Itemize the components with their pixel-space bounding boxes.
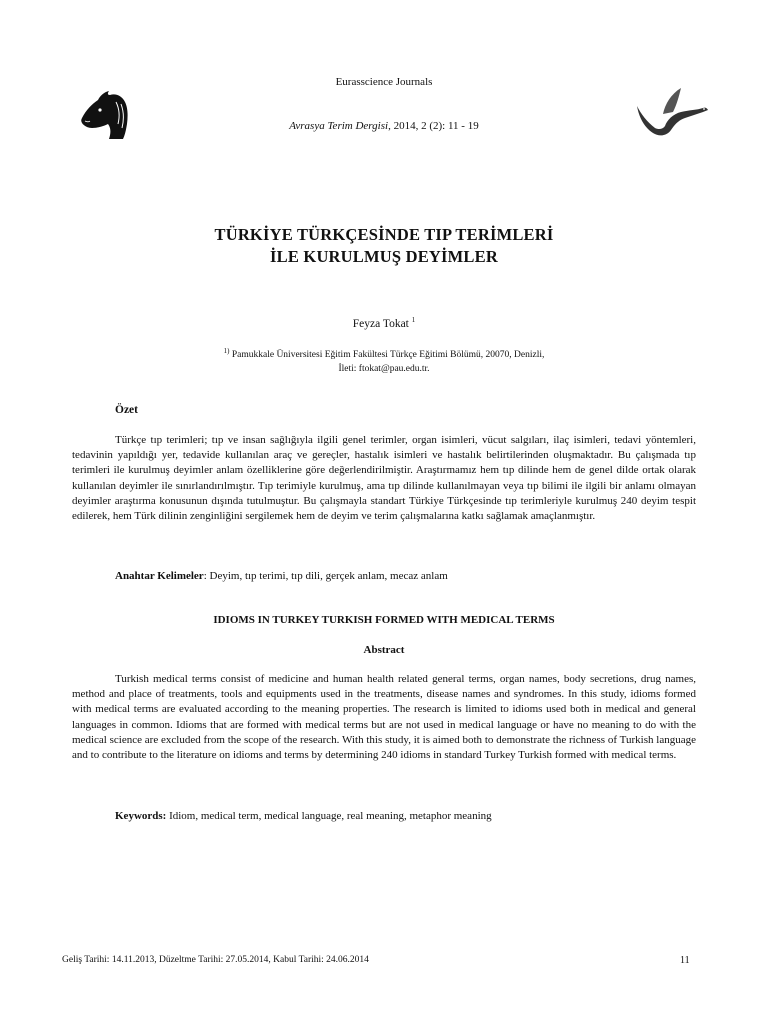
paper-title xyxy=(0,224,768,268)
abstract-heading: Abstract xyxy=(363,644,405,656)
citation xyxy=(0,120,768,132)
abstract-keywords xyxy=(115,810,715,822)
affiliation xyxy=(0,344,768,376)
author xyxy=(0,316,768,330)
title-line-1: TÜRKİYE TÜRKÇESİNDE TIP TERİMLERİ xyxy=(214,225,554,244)
citation-journal: Avrasya Terim Dergisi xyxy=(289,120,389,132)
author-name: Feyza Tokat xyxy=(352,317,409,330)
title-line-2: İLE KURULMUŞ DEYİMLER xyxy=(270,247,498,266)
citation-details: , 2014, 2 (2): 11 - 19 xyxy=(388,120,479,132)
ozet-keywords-list: : Deyim, tıp terimi, tıp dili, gerçek anlam, mecaz anlam xyxy=(203,570,448,582)
journal-name: Eurasscience Journals xyxy=(335,76,433,88)
abstract-keywords-list: Idiom, medical term, medical language, real meaning, metaphor meaning xyxy=(166,810,492,822)
affiliation-line-1: Pamukkale Üniversitesi Eğitim Fakültesi Türkçe Eğitimi Bölümü, 20070, Denizli, xyxy=(231,350,545,361)
affiliation-line-2: İleti: ftokat@pau.edu.tr. xyxy=(338,364,430,375)
affiliation-marker: 1) xyxy=(223,347,230,355)
page-number: 11 xyxy=(680,955,690,966)
ozet-paragraph: Türkçe tıp terimleri; tıp ve insan sağlığıyla ilgili genel terimler, organ isimleri, vücut salgıları, ilaç isimleri, tedavi yöntemleri, tedavinin yapıldığı yer, tedavide kullanılan araç ve gereçler, hastalık isimleri ve hastalık belirtilerinden oluşmaktadır. Bu çalışmada tıp terimleri ile kurulmuş deyimler anlam özelliklerine göre değerlendirilmiştir. Araştırmamız hem tıp dilinde hem de genel dilde ortak olarak kullanılan deyimler ile sınırlandırılmıştır. Tıp terimiyle kurulmuş, ama tıp dilinde kullanılmayan veya tıp bilimi ile ilgili bir anlamı olmayan deyimler araştırma konusunun dışında tutulmuştur. Bu çalışmayla standart Türkiye Türkçesinde tıp terimleriyle kurulmuş 240 deyim tespit edilerek, hem Türk dilinin zenginliğini sergilemek hem de deyim ve terim çalışmalarına katkı sağlamak amaçlanmıştır. xyxy=(72,434,696,523)
ozet-keywords xyxy=(115,570,715,582)
ozet-text xyxy=(72,433,696,524)
ozet-heading: Özet xyxy=(115,404,138,416)
abstract-keywords-label: Keywords: xyxy=(115,810,167,822)
abstract-text xyxy=(72,672,696,763)
english-title: IDIOMS IN TURKEY TURKISH FORMED WITH MEDICAL TERMS xyxy=(213,614,555,626)
ozet-keywords-label: Anahtar Kelimeler xyxy=(115,570,204,582)
footer-dates: Geliş Tarihi: 14.11.2013, Düzeltme Tarihi: 27.05.2014, Kabul Tarihi: 24.06.2014 xyxy=(62,955,369,965)
author-marker: 1 xyxy=(411,316,416,324)
horse-head-logo xyxy=(76,88,134,140)
abstract-paragraph: Turkish medical terms consist of medicine and human health related general terms, organ names, body secretions, drug names, method and place of treatments, tools and equipments used in the treatments, disease names and syndromes. In this study, idioms formed with medical terms are evaluated according to the meaning properties. The research is limited to idioms used both in medical and general languages in common. Idioms that are formed with medical terms but are not used in medical language or have no meaning to do with the medical science are excluded from the scope of the research. With this study, it is aimed both to demonstrate the richness of Turkish language and to contribute to the literature on idioms and terms by determining 240 idioms in standard Turkey Turkish formed with medical terms. xyxy=(72,673,696,762)
